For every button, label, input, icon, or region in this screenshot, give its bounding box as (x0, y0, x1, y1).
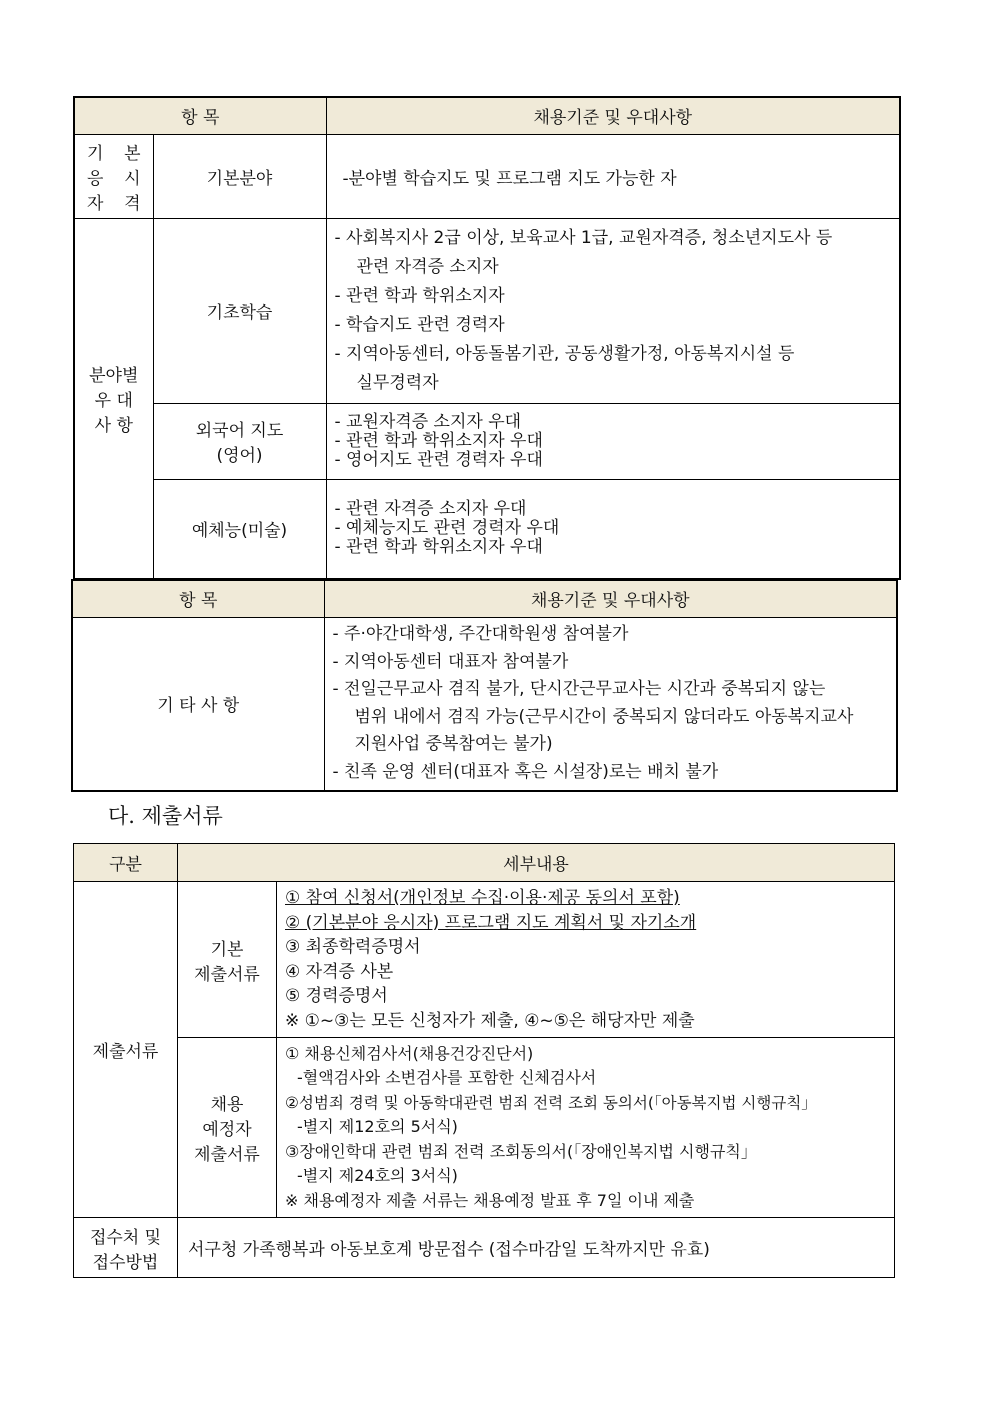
other-label: 기 타 사 항 (72, 617, 324, 791)
section-title: 다. 제출서류 (108, 804, 223, 828)
documents-table (73, 843, 895, 1278)
header-category: 구분 (74, 844, 178, 882)
planned-docs-label: 채용 예정자 제출서류 (178, 1038, 277, 1218)
field-arts: 예체능(미술) (153, 479, 326, 579)
field-basic-learning-text: - 사회복지사 2급 이상, 보육교사 1급, 교원자격증, 청소년지도사 등 관련 자격증 소지자 - 관련 학과 학위소지자 - 학습지도 관련 경력자 - 지역아동센터, 아동돌봄기관, 공동생활가정, 아동복지시설 등 실무경력자 (326, 218, 900, 403)
basic-group-line-3: 자 격 (87, 193, 141, 214)
header-detail: 세부내용 (178, 844, 895, 882)
basic-group-line-1: 기 본 (87, 143, 141, 164)
pref-group-label: 분야별 우 대 사 항 (74, 218, 153, 579)
basic-docs-list: ① 참여 신청서(개인정보 수집‧이용‧제공 동의서 포함) ② (기본분야 응시자) 프로그램 지도 계획서 및 자기소개 ③ 최종학력증명서 ④ 자격증 사본 ⑤ 경력증명서 ※ ①~③는 모든 신청자가 제출, ④~⑤은 해당자만 제출 (277, 882, 895, 1038)
other-text: - 주‧야간대학생, 주간대학원생 참여불가 - 지역아동센터 대표자 참여불가 - 전일근무교사 겸직 불가, 단시간근무교사는 시간과 중복되지 않는 범위 내에서 겸직 가능(근무시간이 중복되지 않더라도 아동복지교사 지원사업 중복참여는 불가) - 친족 운영 센터(대표자 혹은 시설장)로는 배치 불가 (324, 617, 897, 791)
field-foreign-language-text: - 교원자격증 소지자 우대 - 관련 학과 학위소지자 우대 - 영어지도 관련 경력자 우대 (326, 403, 900, 479)
other-table (71, 579, 898, 792)
header-criteria: 채용기준 및 우대사항 (326, 97, 900, 134)
documents-group-label: 제출서류 (74, 882, 178, 1218)
header-item: 항 목 (74, 97, 326, 134)
basic-docs-label: 기본 제출서류 (178, 882, 277, 1038)
basic-field-name: 기본분야 (153, 134, 326, 218)
basic-group-label (74, 134, 153, 218)
header-item-2: 항 목 (72, 580, 324, 617)
header-criteria-2: 채용기준 및 우대사항 (324, 580, 897, 617)
field-basic-learning: 기초학습 (153, 218, 326, 403)
field-arts-text: - 관련 자격증 소지자 우대 - 예체능지도 관련 경력자 우대 - 관련 학과 학위소지자 우대 (326, 479, 900, 579)
reception-text: 서구청 가족행복과 아동보호계 방문접수 (접수마감일 도착까지만 유효) (178, 1218, 895, 1278)
reception-label: 접수처 및 접수방법 (74, 1218, 178, 1278)
planned-docs-list: ① 채용신체검사서(채용건강진단서) -혈액검사와 소변검사를 포함한 신체검사서 ②성범죄 경력 및 아동학대관련 범죄 전력 조회 동의서(「아동복지법 시행규칙」 -별지 제12호의 5서식) ③장애인학대 관련 범죄 전력 조회동의서(「장애인복지법 시행규칙」 -별지 제24호의 3서식) ※ 채용예정자 제출 서류는 채용예정 발표 후 7일 이내 제출 (277, 1038, 895, 1218)
basic-group-line-2: 응 시 (87, 168, 141, 189)
criteria-table (73, 96, 901, 580)
basic-field-text: -분야별 학습지도 및 프로그램 지도 가능한 자 (326, 134, 900, 218)
field-foreign-language: 외국어 지도 (영어) (153, 403, 326, 479)
